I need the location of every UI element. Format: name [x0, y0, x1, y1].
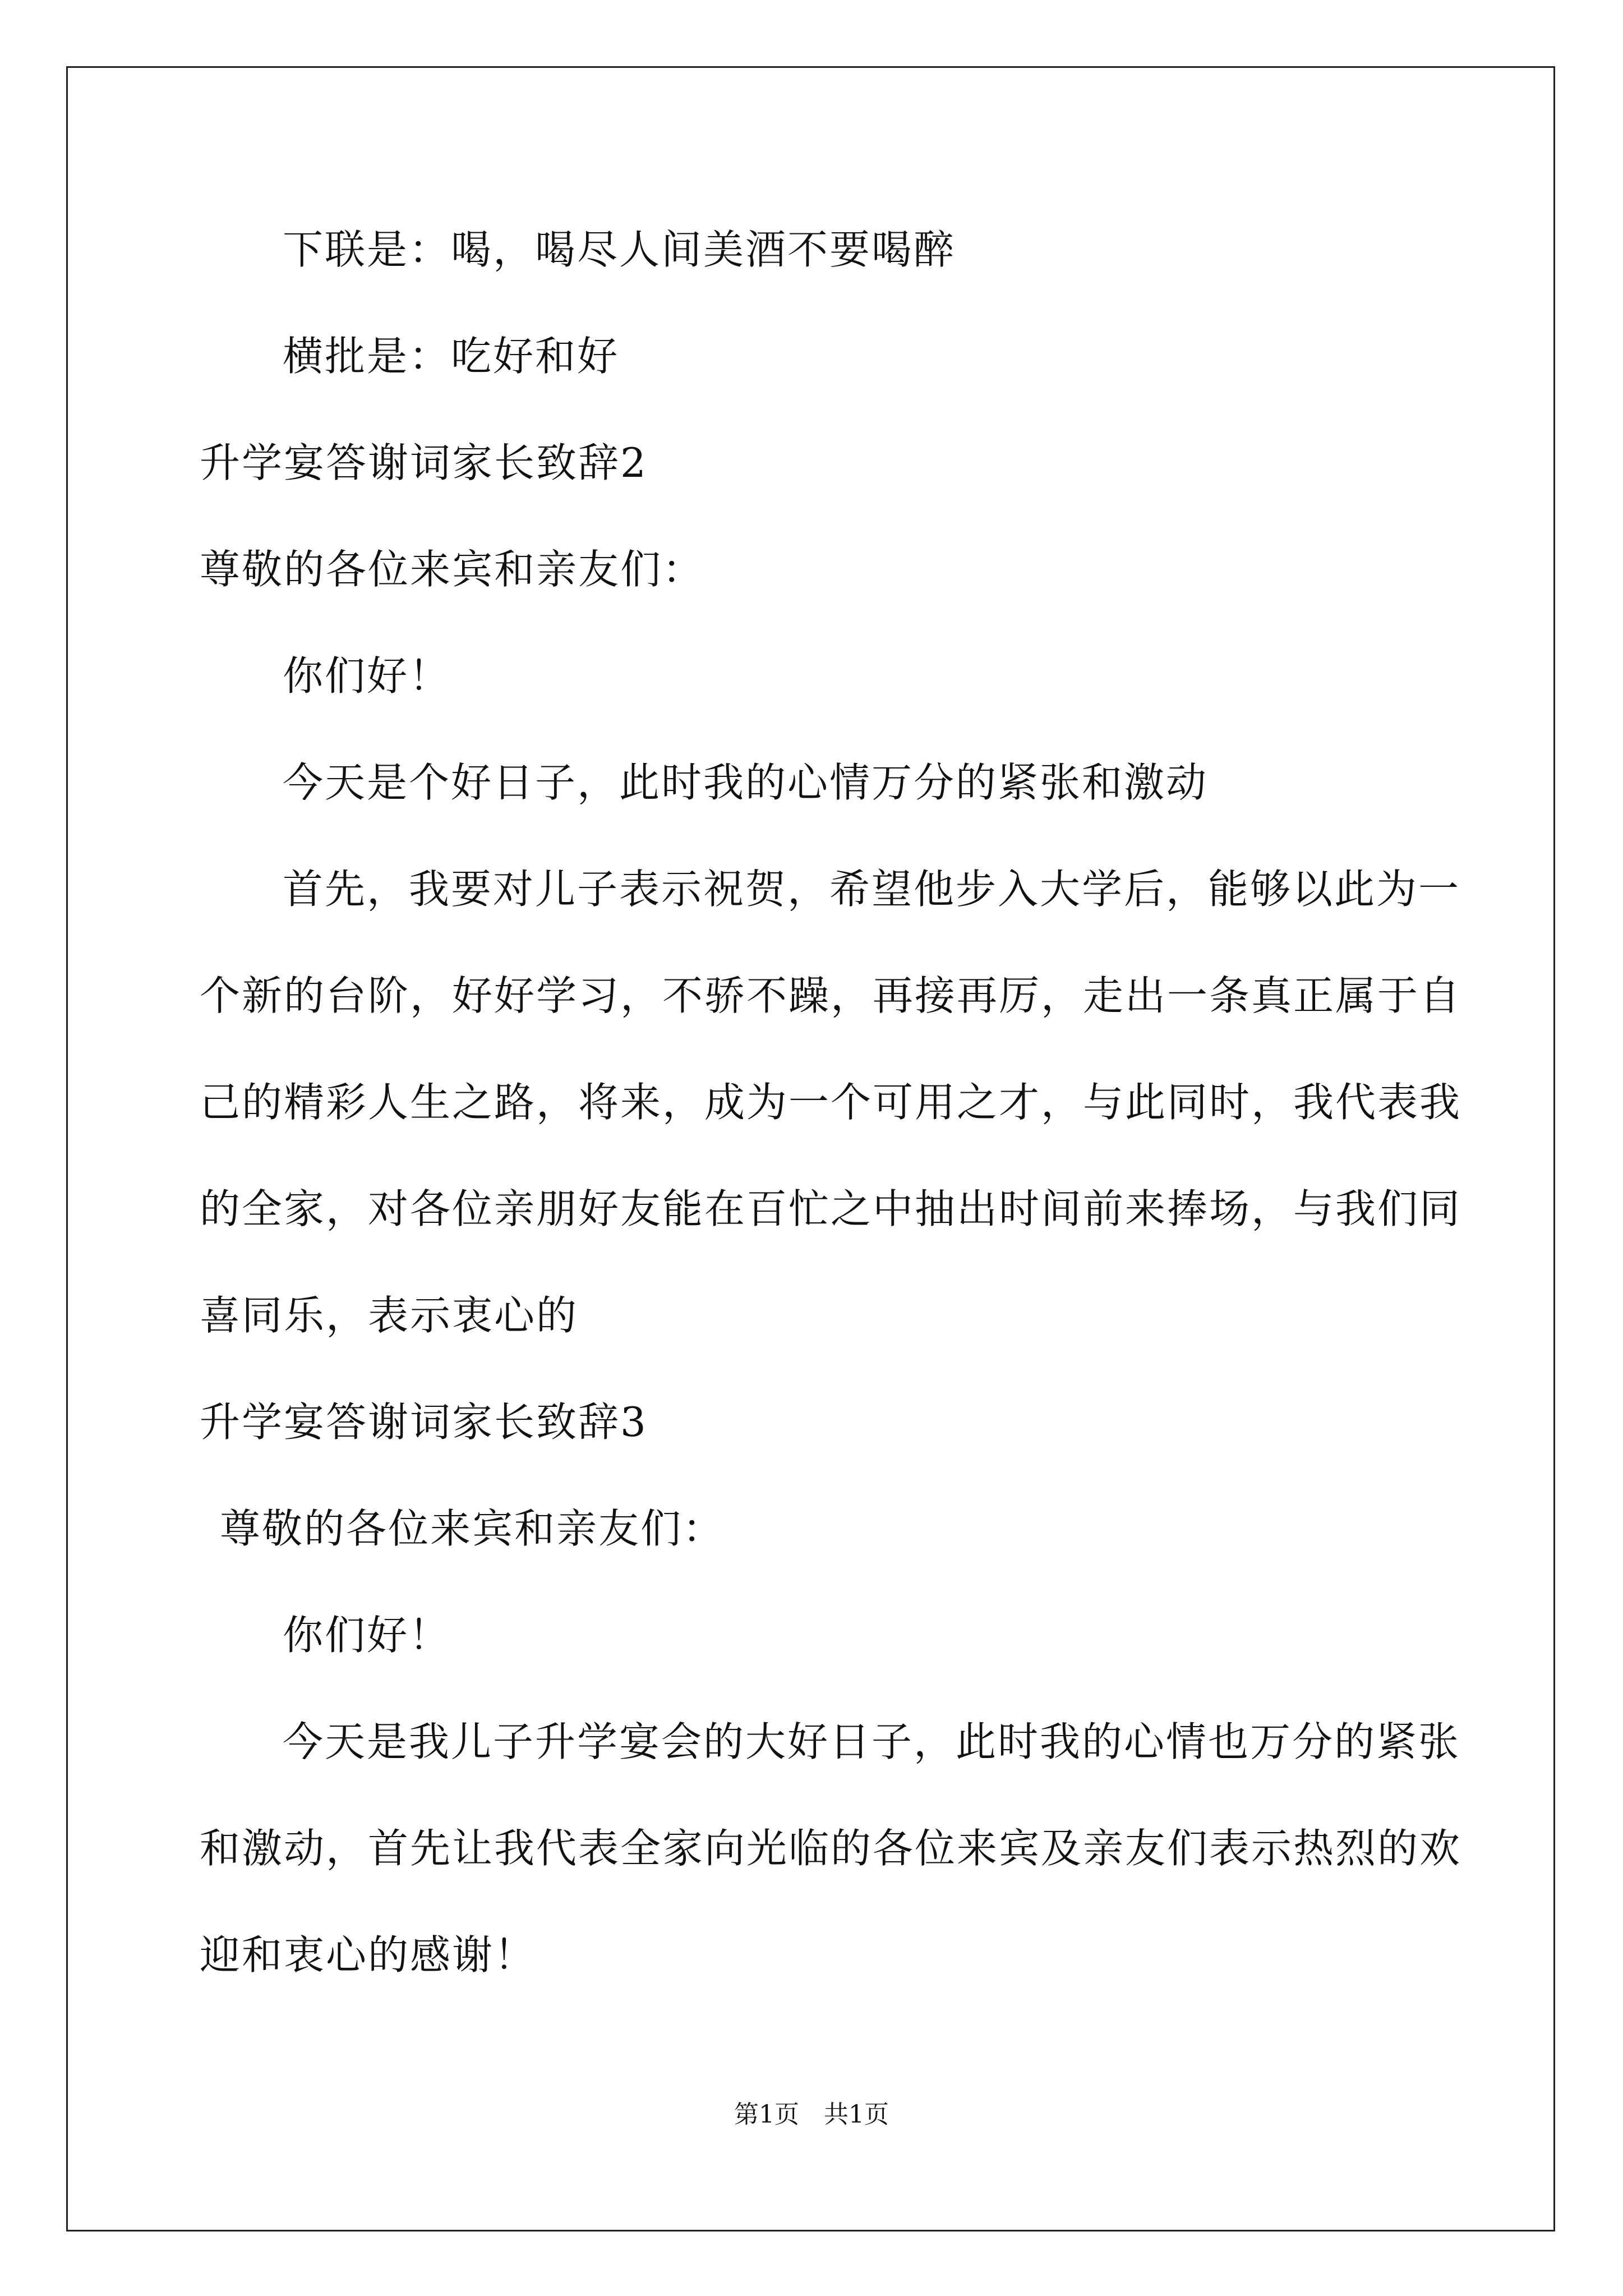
paragraph: 横批是：吃好和好 — [283, 333, 620, 380]
paragraph: 你们好！ — [283, 1612, 451, 1659]
paragraph: 今天是个好日子，此时我的心情万分的紧张和激动 — [283, 759, 1209, 806]
section-heading: 升学宴答谢词家长致辞2 — [200, 439, 648, 486]
paragraph: 首先，我要对儿子表示祝贺，希望他步入大学后，能够以此为一 — [283, 866, 1461, 913]
page-border — [66, 66, 1555, 2231]
paragraph: 下联是：喝，喝尽人间美酒不要喝醉 — [283, 226, 956, 273]
section-heading: 升学宴答谢词家长致辞3 — [200, 1398, 648, 1446]
paragraph: 你们好！ — [283, 652, 451, 700]
salutation: 尊敬的各位来宾和亲友们： — [220, 1505, 725, 1552]
salutation: 尊敬的各位来宾和亲友们： — [200, 546, 705, 593]
paragraph-continued: 的全家，对各位亲朋好友能在百忙之中抽出时间前来捧场，与我们同 — [200, 1185, 1462, 1232]
page-footer: 第1页 共1页 — [734, 2100, 889, 2129]
paragraph-continued: 迎和衷心的感谢！ — [200, 1931, 537, 1978]
paragraph: 今天是我儿子升学宴会的大好日子，此时我的心情也万分的紧张 — [283, 1718, 1461, 1765]
paragraph-continued: 己的精彩人生之路，将来，成为一个可用之才，与此同时，我代表我 — [200, 1079, 1462, 1126]
paragraph-continued: 个新的台阶，好好学习，不骄不躁，再接再厉，走出一条真正属于自 — [200, 972, 1462, 1019]
paragraph-continued: 和激动，首先让我代表全家向光临的各位来宾及亲友们表示热烈的欢 — [200, 1825, 1462, 1872]
paragraph-continued: 喜同乐，表示衷心的 — [200, 1292, 579, 1339]
